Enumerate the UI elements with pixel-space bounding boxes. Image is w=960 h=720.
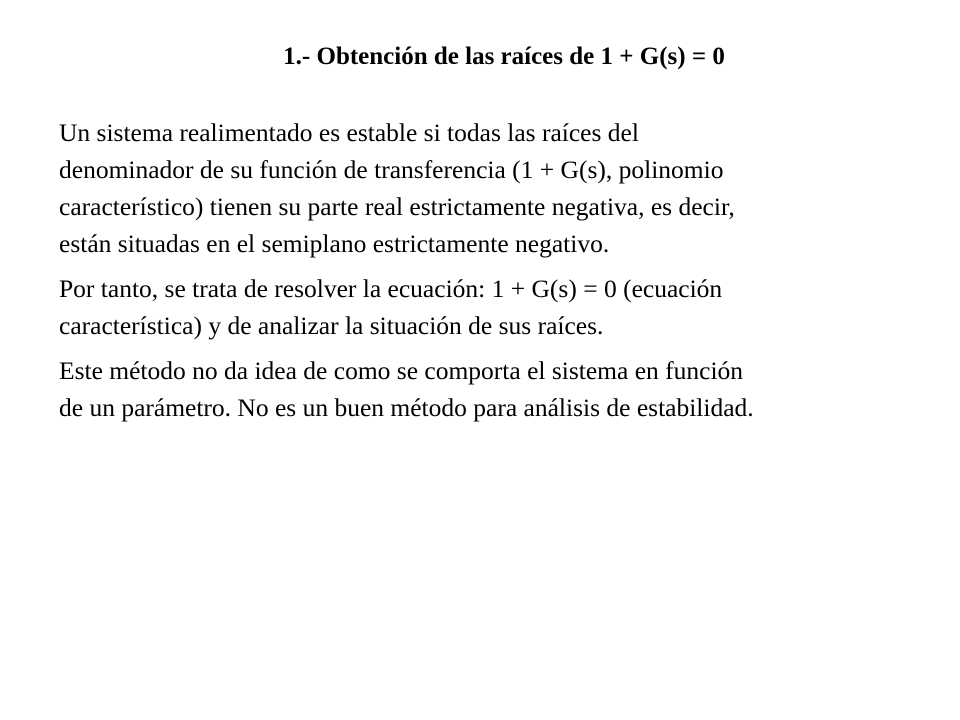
slide-title: 1.- Obtención de las raíces de 1 + G(s) = 0 (283, 43, 725, 70)
slide-body (59, 114, 939, 434)
paragraph-characteristic-equation (59, 270, 939, 344)
text-line: están situadas en el semiplano estrictamente negativo. (59, 229, 610, 258)
text-line: de un parámetro. No es un buen método para análisis de estabilidad. (59, 393, 754, 422)
text-line: Un sistema realimentado es estable si todas las raíces del (59, 118, 639, 147)
text-line: característica) y de analizar la situación de sus raíces. (59, 311, 604, 340)
paragraph-method-limitation (59, 352, 939, 426)
paragraph-stability-definition (59, 114, 939, 262)
text-line: denominador de su función de transferencia (1 + G(s), polinomio (59, 155, 724, 184)
text-line: Este método no da idea de como se comporta el sistema en función (59, 356, 744, 385)
text-line: Por tanto, se trata de resolver la ecuación: 1 + G(s) = 0 (ecuación (59, 274, 723, 303)
text-line: característico) tienen su parte real estrictamente negativa, es decir, (59, 192, 735, 221)
